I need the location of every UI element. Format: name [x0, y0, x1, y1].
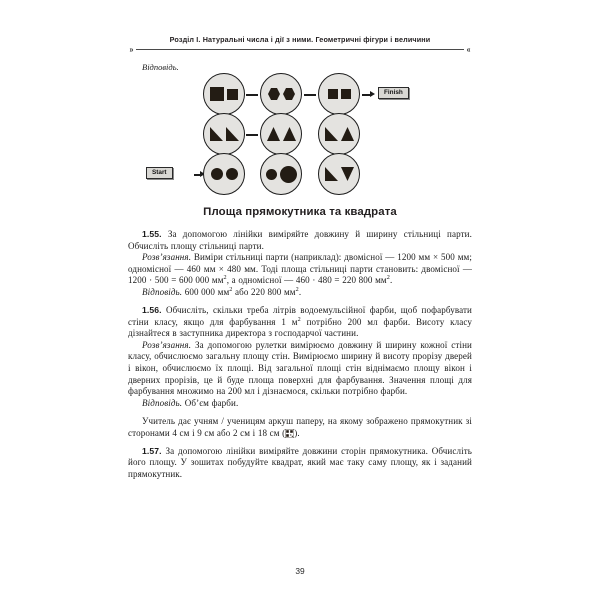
- answer-label-1-56: Відповідь.: [142, 397, 183, 408]
- text-column: [128, 206, 472, 480]
- task-1-56-number: 1.56.: [142, 305, 162, 316]
- header-rule-cap-left: »: [129, 43, 134, 56]
- sup-2-d: 2: [295, 285, 299, 293]
- header-rule: [128, 43, 472, 56]
- task-1-57-statement: [128, 446, 472, 481]
- diagram-node-r1c2: [260, 73, 302, 115]
- start-terminal: Start: [146, 167, 173, 179]
- running-head-title: Розділ І. Натуральні числа і дії з ними. Геометричні фігури і величини: [169, 35, 431, 44]
- sup-2-c: 2: [229, 285, 233, 293]
- task-1-57-number: 1.57.: [142, 445, 162, 456]
- diagram-node-r3c1: [203, 153, 245, 195]
- sup-2-b: 2: [386, 274, 390, 282]
- answer-value-1-55: 600 000 мм: [184, 286, 230, 297]
- connector-r1c2-r1c3: [304, 94, 316, 96]
- page-number: 39: [295, 566, 305, 576]
- answer-mid-1-55: або 220 800 мм: [232, 286, 296, 297]
- hexagon-icon: [268, 88, 280, 100]
- triangle-up-icon: [283, 127, 296, 141]
- square-small-icon: [341, 89, 351, 99]
- solution-text-1-56: За допомогою рулетки вимірюємо довжину й ширину кожної стіни класу, обчислюємо загальну площу стін. Вимірюємо ширину й висоту прорізу дверей і вікон, обчислюємо їх площі. Від загальної площі стін віднімаємо площу вікон і дверних прорізів, це й буде площа поверхні для фарбування. Значення площі для фарбування множимо на 200 мл і дізнаємося, скільки потрібно фарби.: [128, 339, 472, 397]
- solution-label-1-56: Розв’язання.: [142, 339, 192, 350]
- square-small-icon: [227, 89, 238, 100]
- triangle-right-angle-icon: [325, 167, 338, 181]
- circle-small-icon: [266, 169, 277, 180]
- task-1-55-statement: [128, 229, 472, 252]
- solution-text-1-55: Виміри стільниці парти (наприклад): двомісної — 1200 мм × 500 мм; одномісної — 460 мм × 480 мм. Тоді площа стільниці парти становить: двомісної — 1200 · 500 = 600 000 мм: [128, 252, 472, 286]
- connector-r2c1-r2c2: [246, 134, 258, 136]
- diagram-node-r3c2: [260, 153, 302, 195]
- connector-r1c1-r1c2: [246, 94, 258, 96]
- task-1-56-text-a: Обчисліть, скільки треба літрів водоемульсійної фарби, щоб пофарбувати стіни класу, якщо для фарбування 1 м: [128, 305, 472, 327]
- square-small-icon: [328, 89, 338, 99]
- teacher-note: [128, 416, 472, 439]
- running-head: [128, 35, 472, 56]
- triangle-up-icon: [267, 127, 280, 141]
- task-1-55-number: 1.55.: [142, 229, 162, 239]
- solution-label-1-55: Розв’язання.: [142, 252, 192, 263]
- finish-arrowhead: [370, 91, 375, 97]
- square-large-icon: [210, 87, 224, 101]
- diagram-node-r3c3: [318, 153, 360, 195]
- circle-large-icon: [280, 166, 297, 183]
- header-rule-line: [136, 49, 464, 50]
- task-1-56-answer: [128, 398, 472, 410]
- teacher-note-text: Учитель дає учням / ученицям аркуш паперу, на якому зображено прямокутник зі сторонами 4 см і 9 см або 2 см і 18 см (: [128, 415, 472, 438]
- diagram-node-r2c3: [318, 113, 360, 155]
- task-1-57-text: За допомогою лінійки виміряйте довжини сторін прямокутника. Обчисліть його площу. У зошитах побудуйте квадрат, який має таку саму площу, як і заданий прямокутник.: [128, 445, 472, 479]
- circle-small-icon: [226, 168, 238, 180]
- triangle-down-icon: [341, 167, 354, 181]
- task-1-56-solution: [128, 340, 472, 398]
- diagram-node-r2c1: [203, 113, 245, 155]
- task-1-55-answer: Відповідь. 600 000 $мм^2$ або 220 800 $мм^2$.: [142, 285, 302, 297]
- header-rule-cap-right: «: [466, 43, 471, 56]
- teacher-note-tail: ).: [294, 427, 300, 438]
- lead-answer-label: Відповідь.: [142, 62, 179, 72]
- sup-2-a: 2: [223, 274, 227, 282]
- circle-small-icon: [211, 168, 223, 180]
- task-1-55-solution: Розв’язання. Виміри стільниці парти (наприклад): двомісної — 1200 мм × 500 мм; одномісної — 460 мм × 480 мм. Тоді площа стільниці парти становить: двомісної — 1200 · 500 = 600 000 $мм^2$, а одномісної — 460 · 480 = 220 800 $мм^2$.: [128, 252, 472, 286]
- triangle-right-angle-icon: [210, 127, 223, 141]
- flow-diagram: [152, 74, 430, 196]
- diagram-node-r1c3: [318, 73, 360, 115]
- task-1-56-statement: [128, 305, 472, 340]
- hexagon-icon: [283, 88, 295, 100]
- finish-terminal: Finish: [378, 87, 409, 99]
- triangle-right-angle-icon: [226, 127, 239, 141]
- qr-code-icon: [285, 429, 294, 438]
- triangle-up-icon: [341, 127, 354, 141]
- solution-tail-1-55: , а одномісної — 460 · 480 = 220 800 мм: [226, 275, 387, 286]
- section-title: Площа прямокутника та квадрата: [203, 206, 397, 218]
- answer-label-1-55: Відповідь.: [142, 286, 183, 297]
- diagram-node-r2c2: [260, 113, 302, 155]
- triangle-right-angle-icon: [325, 127, 338, 141]
- answer-value-1-56: Об’єм фарби.: [184, 397, 239, 408]
- task-1-56-text-b: потрібно 200 мл фарби. Висоту класу дізнайтеся в заступника директора з господарчої частини.: [128, 316, 473, 339]
- sup-2-e: 2: [297, 315, 301, 323]
- diagram-node-r1c1: [203, 73, 245, 115]
- task-1-55-text: За допомогою лінійки виміряйте довжину й ширину стільниці парти. Обчисліть площу стільниці парти.: [128, 229, 472, 251]
